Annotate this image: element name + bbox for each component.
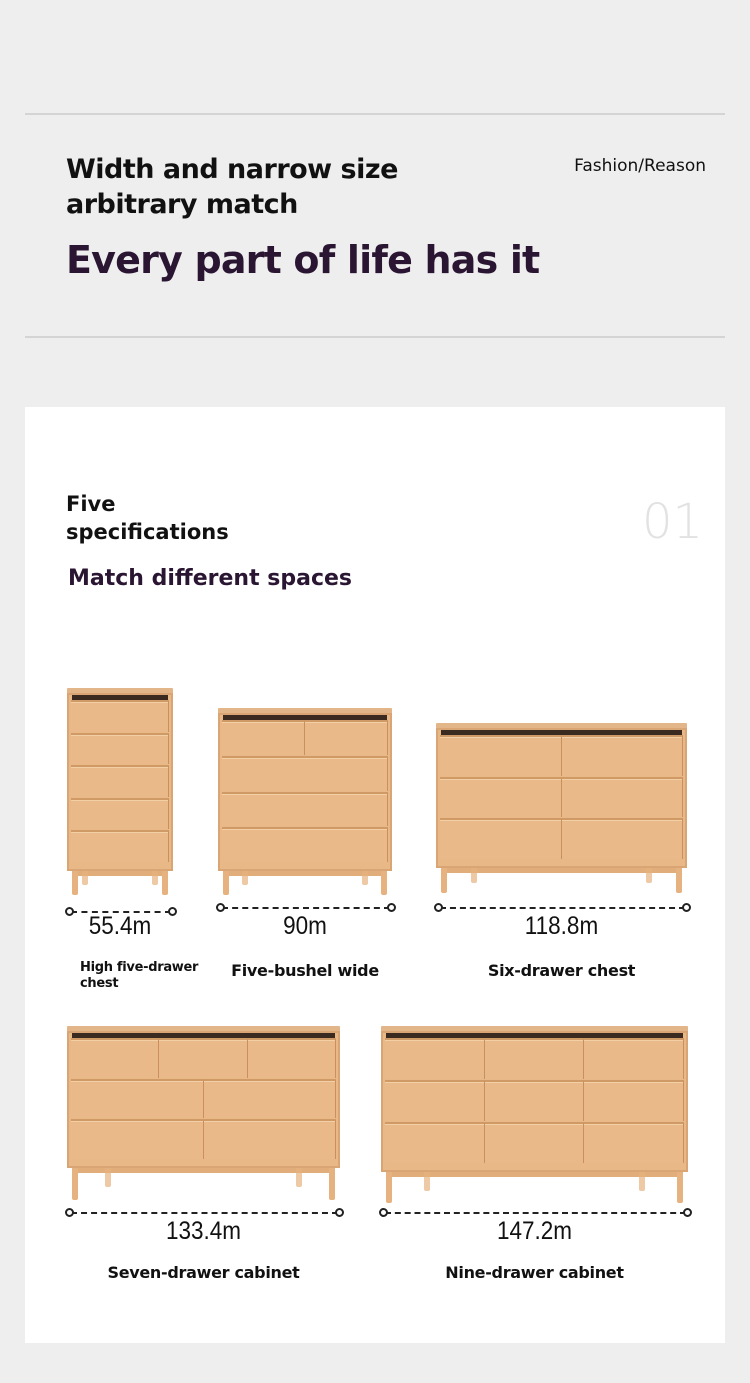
- drawer: [248, 1038, 336, 1078]
- dresser-body: [436, 728, 687, 868]
- dresser-image: [218, 708, 392, 895]
- drawer: [584, 1122, 684, 1163]
- drawer: [71, 798, 169, 830]
- dresser-leg: [296, 1168, 302, 1187]
- dresser-leg: [381, 871, 387, 895]
- endpoint-icon: [434, 903, 443, 912]
- dresser-leg: [362, 871, 368, 885]
- drawer: [222, 792, 388, 827]
- dresser-leg: [441, 868, 447, 893]
- dresser-leg: [72, 1168, 78, 1200]
- drawer: [204, 1119, 337, 1159]
- section-subtitle: Match different spaces: [68, 566, 353, 591]
- drawer: [159, 1038, 247, 1078]
- drawer: [485, 1122, 585, 1163]
- drawer: [71, 733, 169, 765]
- endpoint-icon: [387, 903, 396, 912]
- endpoint-icon: [683, 1208, 692, 1217]
- dashed-line: [71, 1212, 338, 1214]
- divider-bottom: [25, 336, 725, 338]
- product-width: 118.8m: [524, 912, 599, 940]
- dresser-image: [67, 688, 173, 895]
- product-name: Nine-drawer cabinet: [445, 1263, 624, 1282]
- dresser-leg: [471, 868, 477, 883]
- drawer: [385, 1122, 485, 1163]
- section-number: 01: [642, 494, 704, 550]
- product-width: 147.2m: [496, 1217, 573, 1245]
- drawer: [222, 720, 305, 755]
- drawer: [440, 777, 562, 818]
- drawer: [562, 818, 684, 859]
- drawer: [305, 720, 388, 755]
- dresser-image: [436, 723, 687, 893]
- dresser-leg: [162, 871, 168, 895]
- divider-top: [25, 113, 725, 115]
- dresser-leg: [223, 871, 229, 895]
- drawer: [485, 1080, 585, 1121]
- drawer: [71, 700, 169, 732]
- drawer: [584, 1038, 684, 1079]
- dresser-leg: [152, 871, 158, 885]
- dresser-leg: [242, 871, 248, 885]
- dresser-image: [67, 1026, 340, 1200]
- drawer: [385, 1038, 485, 1079]
- drawer: [71, 1119, 204, 1159]
- dresser-body: [67, 693, 173, 871]
- dresser-rail: [387, 1172, 682, 1177]
- dresser-leg: [639, 1172, 645, 1191]
- dresser-leg: [386, 1172, 392, 1203]
- product-width: 55.4m: [88, 912, 152, 940]
- product-width: 90m: [283, 912, 327, 940]
- dashed-line: [440, 907, 685, 909]
- drawer: [71, 1079, 204, 1119]
- dresser-leg: [424, 1172, 430, 1191]
- product-name: Five-bushel wide: [231, 961, 379, 980]
- drawer: [584, 1080, 684, 1121]
- drawer: [440, 735, 562, 776]
- dresser-leg: [677, 1172, 683, 1203]
- drawer: [562, 777, 684, 818]
- dresser-leg: [82, 871, 88, 885]
- drawer: [222, 827, 388, 862]
- dresser-leg: [72, 871, 78, 895]
- header-title: Width and narrow size arbitrary match: [66, 154, 398, 220]
- dresser-image: [381, 1026, 688, 1203]
- dresser-body: [381, 1031, 688, 1172]
- endpoint-icon: [379, 1208, 388, 1217]
- dashed-line: [385, 1212, 686, 1214]
- dresser-leg: [329, 1168, 335, 1200]
- product-name: Seven-drawer cabinet: [107, 1263, 300, 1282]
- drawer: [440, 818, 562, 859]
- product-name: High five-drawer chest: [80, 960, 199, 991]
- product-width: 133.4m: [165, 1217, 242, 1245]
- drawer: [71, 830, 169, 862]
- dresser-rail: [73, 1168, 334, 1173]
- dresser-leg: [105, 1168, 111, 1187]
- header-tag: Fashion/Reason: [574, 156, 706, 176]
- drawer: [204, 1079, 337, 1119]
- dresser-leg: [646, 868, 652, 883]
- drawer: [71, 1038, 159, 1078]
- drawer: [562, 735, 684, 776]
- endpoint-icon: [168, 907, 177, 916]
- endpoint-icon: [65, 1208, 74, 1217]
- drawer: [485, 1038, 585, 1079]
- drawer: [222, 756, 388, 791]
- endpoint-icon: [682, 903, 691, 912]
- drawer: [71, 765, 169, 797]
- dashed-line: [222, 907, 390, 909]
- endpoint-icon: [335, 1208, 344, 1217]
- dresser-body: [218, 713, 392, 871]
- product-name: Six-drawer chest: [487, 961, 636, 980]
- section-title: Five specifications: [66, 492, 229, 544]
- dresser-body: [67, 1031, 340, 1168]
- drawer: [385, 1080, 485, 1121]
- header-subtitle: Every part of life has it: [66, 238, 540, 282]
- dresser-leg: [676, 868, 682, 893]
- endpoint-icon: [216, 903, 225, 912]
